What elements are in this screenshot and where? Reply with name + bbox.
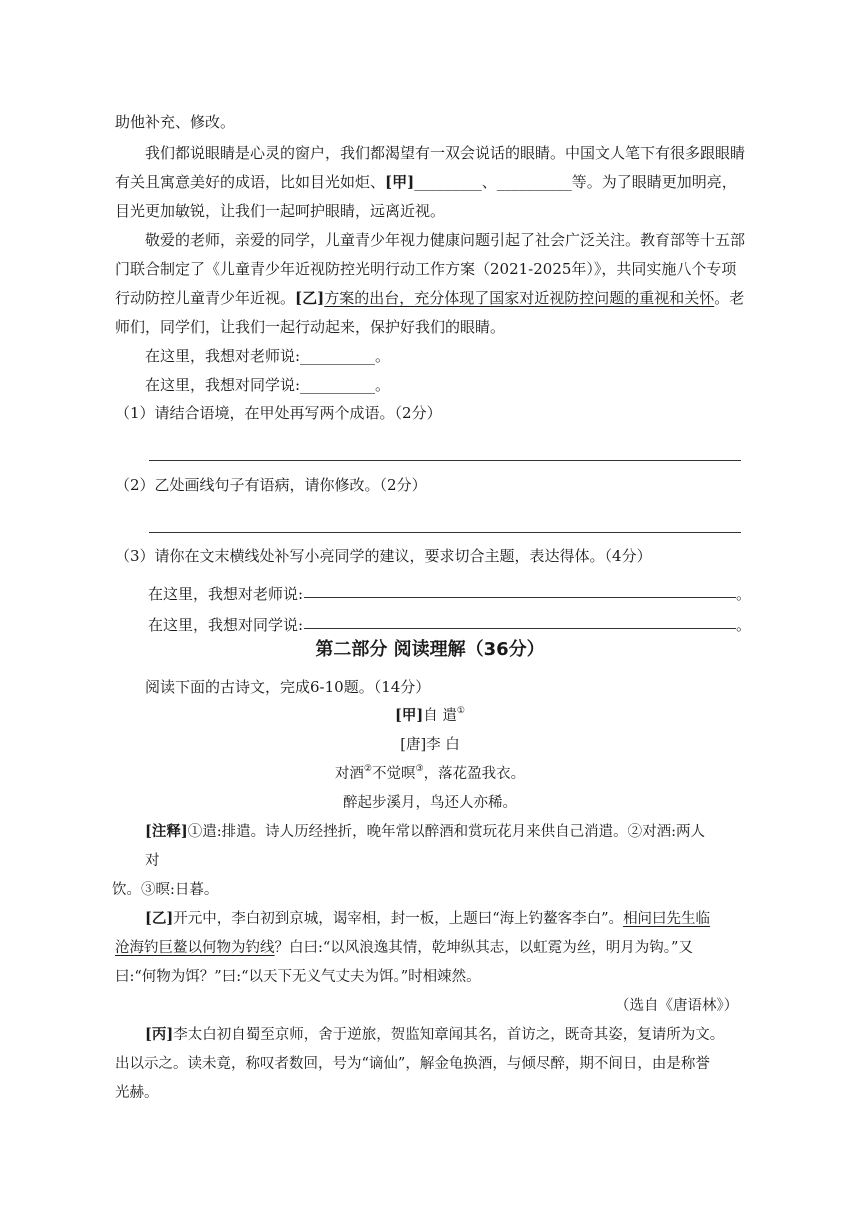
answer-line-q2[interactable] <box>149 532 741 533</box>
text-segment: 对酒 <box>334 766 364 782</box>
text-line <box>115 172 737 192</box>
poem-author: [唐]李 白 <box>400 737 460 753</box>
text-segment: ，落花盈我衣。 <box>423 766 526 782</box>
underlined-sentence: 相问曰先生临 <box>623 911 711 927</box>
poem-line-2: 醉起步溪月，鸟还人亦稀。 <box>343 795 517 811</box>
text-line: 门联合制定了《儿童青少年近视防控光明行动工作方案（2021-2025年）》，共同实施八个专项 <box>115 260 737 278</box>
student-line: 在这里，我想对同学说:__________。 <box>145 376 391 394</box>
text-line: 助他补充、修改。 <box>115 113 236 131</box>
footnote-mark: ③ <box>415 764 424 774</box>
passage-yi-line <box>115 938 693 958</box>
text-segment: 行动防控儿童青少年近视。 <box>115 289 296 307</box>
question-1: （1）请结合语境，在甲处再写两个成语。（2分） <box>115 404 442 422</box>
passage-yi-line: 曰:“何物为饵？”曰:“以天下无义气丈夫为饵。”时相竦然。 <box>115 969 481 985</box>
text-line: 我们都说眼睛是心灵的窗户，我们都渴望有一双会说话的眼睛。中国文人笔下有很多跟眼睛 <box>145 144 746 162</box>
text-segment: ？白曰:“以风浪逸其情，乾坤纵其志，以虹霓为丝，明月为钩。”又 <box>274 940 693 956</box>
notes-line: 饮。③暝:日暮。 <box>112 882 219 898</box>
text-segment: 。老 <box>714 289 745 307</box>
text-line: 目光更加敏锐，让我们一起呵护眼睛，远离近视。 <box>115 202 446 220</box>
section-heading: 第二部分 阅读理解（36分） <box>315 639 545 660</box>
marker-jia: [甲] <box>395 707 424 724</box>
marker-bing: [丙] <box>145 1026 174 1043</box>
text-segment: ①遣:排遣。诗人历经挫折，晚年常以醉酒和赏玩花月来供自己消遣。②对酒:两人 <box>187 824 706 840</box>
q3-teacher-label: 在这里，我想对老师说: <box>148 585 304 603</box>
notes-label: [注释] <box>145 823 188 840</box>
notes-line: 对 <box>145 853 160 869</box>
marker-yi: [乙] <box>295 289 325 307</box>
passage-yi-line <box>145 909 710 929</box>
text-line <box>115 288 744 308</box>
period: 。 <box>736 616 752 634</box>
answer-line-q3-teacher[interactable] <box>304 597 736 598</box>
source-citation: （选自《唐语林》） <box>615 998 739 1014</box>
text-segment: 李太白初自蜀至京师，舍于逆旅，贺监知章闻其名，首访之，既奇其姿，复请所为文。 <box>173 1027 725 1043</box>
text-segment: 开元中，李白初到京城，谒宰相，封一板，上题曰“海上钓鳌客李白”。 <box>173 911 624 927</box>
poem-line-1 <box>0 764 860 784</box>
poem-title-text: 自 遣 <box>423 708 457 724</box>
marker-jia: [甲] <box>385 173 415 191</box>
question-3: （3）请你在文末横线处补写小亮同学的建议，要求切合主题，表达得体。（4分） <box>115 547 652 565</box>
marker-yi: [乙] <box>145 910 174 927</box>
q3-student-label: 在这里，我想对同学说: <box>148 616 304 634</box>
text-segment: 不觉暝 <box>372 766 416 782</box>
poem-title <box>0 706 860 726</box>
question-2: （2）乙处画线句子有语病，请你修改。（2分） <box>115 476 427 494</box>
text-segment: 有关且寓意美好的成语，比如目光如炬、 <box>115 173 386 191</box>
passage-bing-line: 光赫。 <box>115 1085 159 1101</box>
passage-bing-line <box>145 1025 724 1045</box>
reading-instruction: 阅读下面的古诗文，完成6-10题。（14分） <box>145 678 431 696</box>
text-line: 师们，同学们，让我们一起行动起来，保护好我们的眼睛。 <box>115 318 506 336</box>
notes-line <box>145 822 705 842</box>
passage-bing-line: 出以示之。读未竟，称叹者数回，号为“谪仙”，解金龟换酒，与倾尽醉，期不间日，由是称誉 <box>115 1056 710 1072</box>
underlined-sentence: 沧海钓巨鳌以何物为钓线 <box>115 940 275 956</box>
footnote-mark: ① <box>456 706 465 716</box>
underlined-sentence: 方案的出台，充分体现了国家对近视防控问题的重视和关怀 <box>324 289 715 307</box>
footnote-mark: ② <box>363 764 372 774</box>
period: 。 <box>736 585 752 603</box>
answer-line-q3-student[interactable] <box>304 628 736 629</box>
answer-line-q1[interactable] <box>149 460 741 461</box>
teacher-line: 在这里，我想对老师说:__________。 <box>145 347 391 365</box>
text-line: 敬爱的老师，亲爱的同学，儿童青少年视力健康问题引起了社会广泛关注。教育部等十五部 <box>145 231 746 249</box>
text-segment: _________、__________等。为了眼睛更加明亮， <box>414 173 737 191</box>
